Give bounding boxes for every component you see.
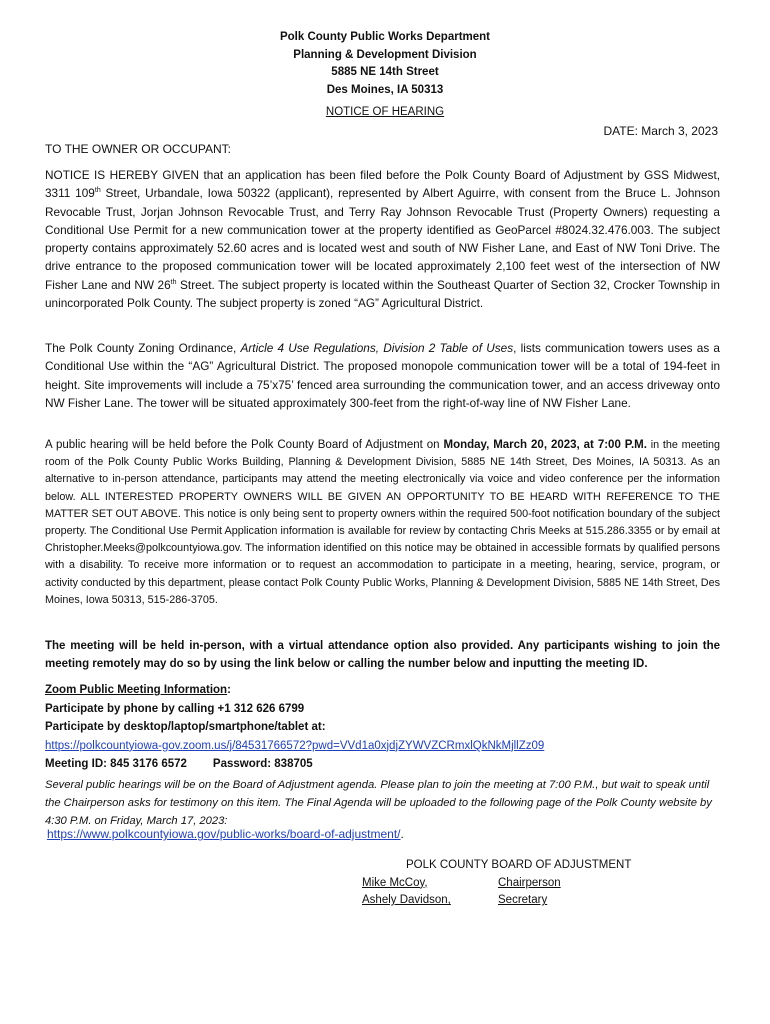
paragraph-hearing [45,437,720,609]
letterhead [0,29,770,99]
city-address: Des Moines, IA 50313 [326,83,444,96]
para2-italic: Article 4 Use Regulations, Division 2 Table of Uses [240,341,514,355]
para2-text-b: , lists communication towers uses as a Conditional Use within the “AG” Agricultural District. The proposed monopole communication tower will be a total of 194-feet in height. Site improvements will include a 75’x75’ fenced area surrounding the communication tower, and an access driveway onto NW Fisher Lane. The tower will be situated approximately 300-feet from the right-of-way line of NW Fisher Lane. [45,341,720,410]
hearing-datetime: Monday, March 20, 2023, at 7:00 P.M. [443,439,647,451]
para2-text-a: The Polk County Zoning Ordinance, [45,341,241,355]
para1-text-c: Street. The subject property is located within the Southeast Quarter of Section 32, Crocker Township in unincorporated Polk County. The subject property is zoned “AG” Agricultural District. [45,277,720,311]
signer-row [362,875,631,893]
zoom-info [45,681,725,774]
zoom-phone: Participate by phone by calling +1 312 626 6799 [45,702,305,715]
zoom-heading: Zoom Public Meeting Information [45,684,228,696]
para3-text-a: A public hearing will be held before the Polk County Board of Adjustment on [45,439,444,451]
para1-text-b: Street, Urbandale, Iowa 50322 (applicant), represented by Albert Aguirre, with consent from the Bruce L. Johnson Revocable Trust, Jorjan Johnson Revocable Trust, and Terry Ray Johnson Revocable Trust (Property Owners) requesting a Conditional Use Permit for a new communication tower at the property identified as GeoParcel #8024.32.476.003. The subject property contains approximately 52.60 acres and is located west and south of NW Fisher Lane, and East of NW Toni Drive. The drive entrance to the proposed communication tower will be located approximately 2,100 feet west of the intersection of NW Fisher Lane and NW 26 [45,186,721,292]
paragraph-zoning [45,339,720,412]
board-title: POLK COUNTY BOARD OF ADJUSTMENT [406,859,632,871]
signer-name: Ashely Davidson, [362,894,451,907]
paragraph-attendance: The meeting will be held in-person, with a virtual attendance option also provided. Any participants wishing to join the meeting remotely may do so by using the link below or calling the number below and inputting the meeting ID. [45,640,720,670]
notice-title: NOTICE OF HEARING [325,106,445,118]
division-name: Planning & Development Division [293,48,477,61]
zoom-desktop: Participate by desktop/laptop/smartphone/tablet at: [45,721,326,734]
board-link-period: . [400,827,404,841]
board-link-line [47,827,404,841]
zoom-heading-colon: : [227,684,231,696]
signature-block [362,857,631,910]
para1-sup-2: th [170,278,177,286]
board-of-adjustment-link[interactable]: https://www.polkcountyiowa.gov/public-works/board-of-adjustment/ [47,827,401,841]
agenda-note: Several public hearings will be on the Board of Adjustment agenda. Please plan to join the meeting at 7:00 P.M., but wait to speak until the Chairperson asks for testimony on this item. The Final Agenda will be uploaded to the following page of the Polk County website by 4:30 P.M. on Friday, March 17, 2023: [45,779,712,828]
street-address: 5885 NE 14th Street [331,66,439,78]
signer-role: Chairperson [498,876,561,889]
paragraph-application [45,166,720,312]
signer-role: Secretary [498,894,548,907]
salutation: TO THE OWNER OR OCCUPANT: [45,142,232,156]
notice-date: DATE: March 3, 2023 [603,124,718,138]
signer-name: Mike McCoy, [362,876,428,889]
signer-row [362,892,631,910]
zoom-link[interactable]: https://polkcountyiowa-gov.zoom.us/j/84531766572?pwd=VVd1a0xjdjZYWVZCRmxlQkNkMjllZz09 [45,739,545,752]
meeting-password: Password: 838705 [212,758,313,771]
para1-text-a: NOTICE IS HEREBY GIVEN that an application has been filed before the Polk County Board of Adjustment by GSS Midwest, 3311 109 [45,168,720,201]
para3-text-b: in the meeting room of the Polk County Public Works Building, Planning & Development Division, 5885 NE 14th Street, Des Moines, IA 50313. As an alternative to in-person attendance, participants may attend the meeting electronically via voice and video conference per the information below. ALL INTERESTED PROPERTY OWNERS WILL BE GIVEN AN OPPORTUNITY TO BE HEARD WITH REFERENCE TO THE MATTER SET OUT ABOVE. This notice is only being sent to property owners within the required 500-foot notification boundary of the subject property. The Conditional Use Permit Application information is available for review by contacting Chris Meeks at 515.286.3355 or by email at Christopher.Meeks@polkcountyiowa.gov. The information identified on this notice may be obtained in accessible formats by qualified persons with a disability. To receive more information or to request an accommodation to participate in a meeting, hearing, service, program, or activity conducted by this department, please contact Polk County Public Works, Planning & Development Division, 5885 NE 14th Street, Des Moines, Iowa 50313, 515-286-3705. [45,439,721,606]
department-name: Polk County Public Works Department [279,31,490,43]
meeting-id: Meeting ID: 845 3176 6572 [45,758,187,771]
para1-sup-1: th [94,187,101,195]
